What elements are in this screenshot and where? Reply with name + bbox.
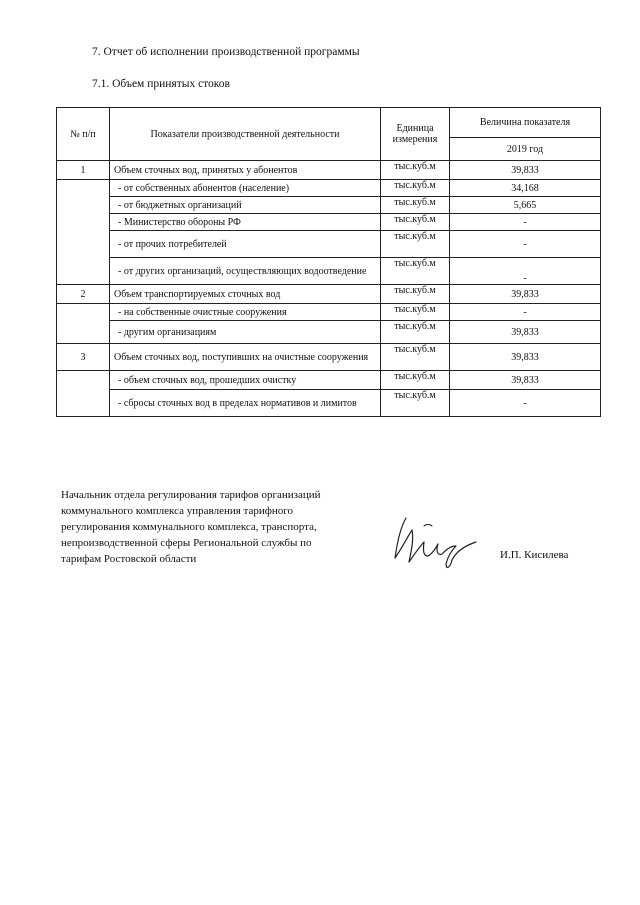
row-unit: тыс.куб.м xyxy=(381,285,450,304)
row-value: - xyxy=(450,258,601,285)
row-num: 2 xyxy=(57,285,110,304)
table-row xyxy=(57,197,601,214)
row-unit: тыс.куб.м xyxy=(381,258,450,285)
table-row xyxy=(57,304,601,321)
row-unit: тыс.куб.м xyxy=(381,161,450,180)
row-value: 39,833 xyxy=(450,371,601,390)
table-row xyxy=(57,371,601,390)
row-name: - от бюджетных организаций xyxy=(110,197,381,214)
table-header-row xyxy=(57,108,601,138)
row-num xyxy=(57,371,110,417)
row-name: - от прочих потребителей xyxy=(110,231,381,258)
table-row xyxy=(57,180,601,197)
row-unit: тыс.куб.м xyxy=(381,231,450,258)
row-name: - сбросы сточных вод в пределах нормативов и лимитов xyxy=(110,390,381,417)
row-name: Объем транспортируемых сточных вод xyxy=(110,285,381,304)
row-name: - объем сточных вод, прошедших очистку xyxy=(110,371,381,390)
table-row xyxy=(57,231,601,258)
table-row xyxy=(57,344,601,371)
row-unit: тыс.куб.м xyxy=(381,214,450,231)
row-value: 5,665 xyxy=(450,197,601,214)
row-value: 39,833 xyxy=(450,285,601,304)
row-num: 3 xyxy=(57,344,110,371)
row-name: - от других организаций, осуществляющих водоотведение xyxy=(110,258,381,285)
row-value: 39,833 xyxy=(450,321,601,344)
table-row xyxy=(57,161,601,180)
row-value: - xyxy=(450,304,601,321)
row-value: - xyxy=(450,214,601,231)
handwritten-signature xyxy=(390,512,480,574)
row-unit: тыс.куб.м xyxy=(381,197,450,214)
row-unit: тыс.куб.м xyxy=(381,321,450,344)
row-num xyxy=(57,180,110,285)
row-name: Объем сточных вод, принятых у абонентов xyxy=(110,161,381,180)
position-line: коммунального комплекса управления тарифного xyxy=(61,505,293,517)
signatory-position xyxy=(61,487,321,567)
subsection-heading: 7.1. Объем принятых стоков xyxy=(92,78,230,90)
header-unit: Единица измерения xyxy=(381,108,450,161)
row-value: - xyxy=(450,231,601,258)
report-table xyxy=(56,107,601,417)
header-num: № п/п xyxy=(57,108,110,161)
table-row xyxy=(57,214,601,231)
row-value: 34,168 xyxy=(450,180,601,197)
row-unit: тыс.куб.м xyxy=(381,371,450,390)
section-heading: 7. Отчет об исполнении производственной программы xyxy=(92,46,360,58)
position-line: непроизводственной сферы Региональной службы по xyxy=(61,537,312,549)
table-row xyxy=(57,321,601,344)
signer-name: И.П. Кисилева xyxy=(500,549,569,561)
position-line: тарифам Ростовской области xyxy=(61,553,197,565)
row-name: - другим организациям xyxy=(110,321,381,344)
header-indicator: Показатели производственной деятельности xyxy=(110,108,381,161)
row-value: 39,833 xyxy=(450,344,601,371)
row-num: 1 xyxy=(57,161,110,180)
table-row xyxy=(57,285,601,304)
row-value: 39,833 xyxy=(450,161,601,180)
table-row xyxy=(57,390,601,417)
table-row xyxy=(57,258,601,285)
row-unit: тыс.куб.м xyxy=(381,180,450,197)
header-value-group: Величина показателя xyxy=(450,108,601,138)
row-name: - на собственные очистные сооружения xyxy=(110,304,381,321)
position-line: регулирования коммунального комплекса, транспорта, xyxy=(61,521,317,533)
row-num xyxy=(57,304,110,344)
row-unit: тыс.куб.м xyxy=(381,390,450,417)
row-unit: тыс.куб.м xyxy=(381,344,450,371)
row-unit: тыс.куб.м xyxy=(381,304,450,321)
position-line: Начальник отдела регулирования тарифов организаций xyxy=(61,489,321,501)
header-year: 2019 год xyxy=(450,138,601,161)
row-value: - xyxy=(450,390,601,417)
row-name: - от собственных абонентов (население) xyxy=(110,180,381,197)
row-name: Объем сточных вод, поступивших на очистные сооружения xyxy=(110,344,381,371)
row-name: - Министерство обороны РФ xyxy=(110,214,381,231)
